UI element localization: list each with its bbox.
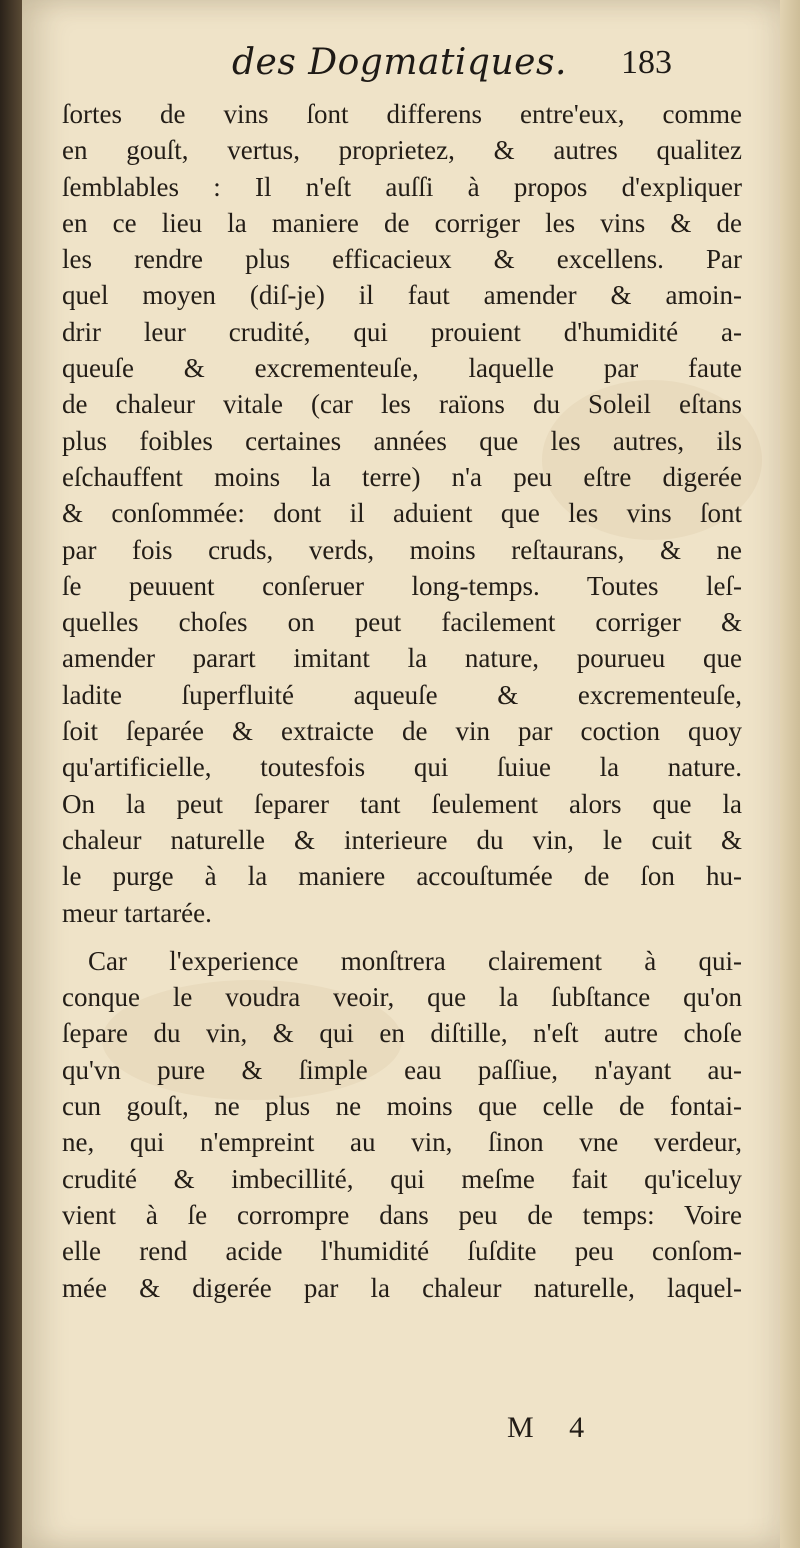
paragraph-1 xyxy=(62,96,742,931)
text-line: ne, qui n'empreint au vin, ſinon vne verdeur, xyxy=(62,1127,742,1158)
body-text xyxy=(62,96,742,1306)
signature-mark: M 4 xyxy=(507,1411,599,1444)
text-line: mée & digerée par la chaleur naturelle, laquel- xyxy=(62,1272,742,1303)
text-line: conque le voudra veoir, que la ſubſtance qu'on xyxy=(62,982,742,1013)
text-line: drir leur crudité, qui prouient d'humidité a- xyxy=(62,316,742,347)
paragraph-gap xyxy=(62,931,742,943)
page-number: 183 xyxy=(621,44,672,81)
text-line: ladite ſuperfluité aqueuſe & excrementeuſe, xyxy=(62,679,742,710)
text-line: le purge à la maniere accouſtumée de ſon hu- xyxy=(62,861,742,892)
text-line: eſchauffent moins la terre) n'a peu eſtre digerée xyxy=(62,461,742,492)
page-header xyxy=(232,42,712,94)
text-line: les rendre plus efficacieux & excellens. Par xyxy=(62,244,742,275)
text-line: Car l'experience monſtrera clairement à qui- xyxy=(88,945,742,976)
text-line: en ce lieu la maniere de corriger les vins & de xyxy=(62,207,742,238)
text-line: plus foibles certaines années que les autres, ils xyxy=(62,425,742,456)
text-line: ſemblables : Il n'eſt auſſi à propos d'expliquer xyxy=(62,171,742,202)
text-line: cun gouſt, ne plus ne moins que celle de fontai- xyxy=(62,1091,742,1122)
text-line: meur tartarée. xyxy=(62,897,212,928)
text-line: vient à ſe corrompre dans peu de temps: Voire xyxy=(62,1199,742,1230)
text-line: crudité & imbecillité, qui meſme fait qu'iceluy xyxy=(62,1163,742,1194)
book-page xyxy=(22,0,780,1548)
book-binding-edge xyxy=(0,0,22,1548)
text-line: ſe peuuent conſeruer long-temps. Toutes leſ- xyxy=(62,570,742,601)
text-line: par fois cruds, verds, moins reſtaurans, & ne xyxy=(62,534,742,565)
running-title: des Dogmatiques. xyxy=(232,42,567,83)
text-line: qu'vn pure & ſimple eau paſſiue, n'ayant au- xyxy=(62,1054,742,1085)
text-line: ſepare du vin, & qui en diſtille, n'eſt autre choſe xyxy=(62,1018,742,1049)
text-line: ſoit ſeparée & extraicte de vin par coction quoy xyxy=(62,716,742,747)
text-line: quel moyen (diſ-je) il faut amender & amoin- xyxy=(62,280,742,311)
text-line: On la peut ſeparer tant ſeulement alors que la xyxy=(62,788,742,819)
text-line: amender parart imitant la nature, pourueu que xyxy=(62,643,742,674)
page-fore-edge xyxy=(780,0,800,1548)
text-line: elle rend acide l'humidité ſuſdite peu conſom- xyxy=(62,1236,742,1267)
text-line: qu'artificielle, toutesfois qui ſuiue la nature. xyxy=(62,752,742,783)
paragraph-2 xyxy=(62,943,742,1306)
text-line: de chaleur vitale (car les raïons du Soleil eſtans xyxy=(62,389,742,420)
text-line: & conſommée: dont il aduient que les vins ſont xyxy=(62,498,742,529)
text-line: chaleur naturelle & interieure du vin, le cuit & xyxy=(62,824,742,855)
text-line: queuſe & excrementeuſe, laquelle par faute xyxy=(62,353,742,384)
text-line: ſortes de vins ſont differens entre'eux, comme xyxy=(62,99,742,129)
text-line: quelles choſes on peut facilement corriger & xyxy=(62,607,742,638)
text-line: en gouſt, vertus, proprietez, & autres qualitez xyxy=(62,135,742,166)
